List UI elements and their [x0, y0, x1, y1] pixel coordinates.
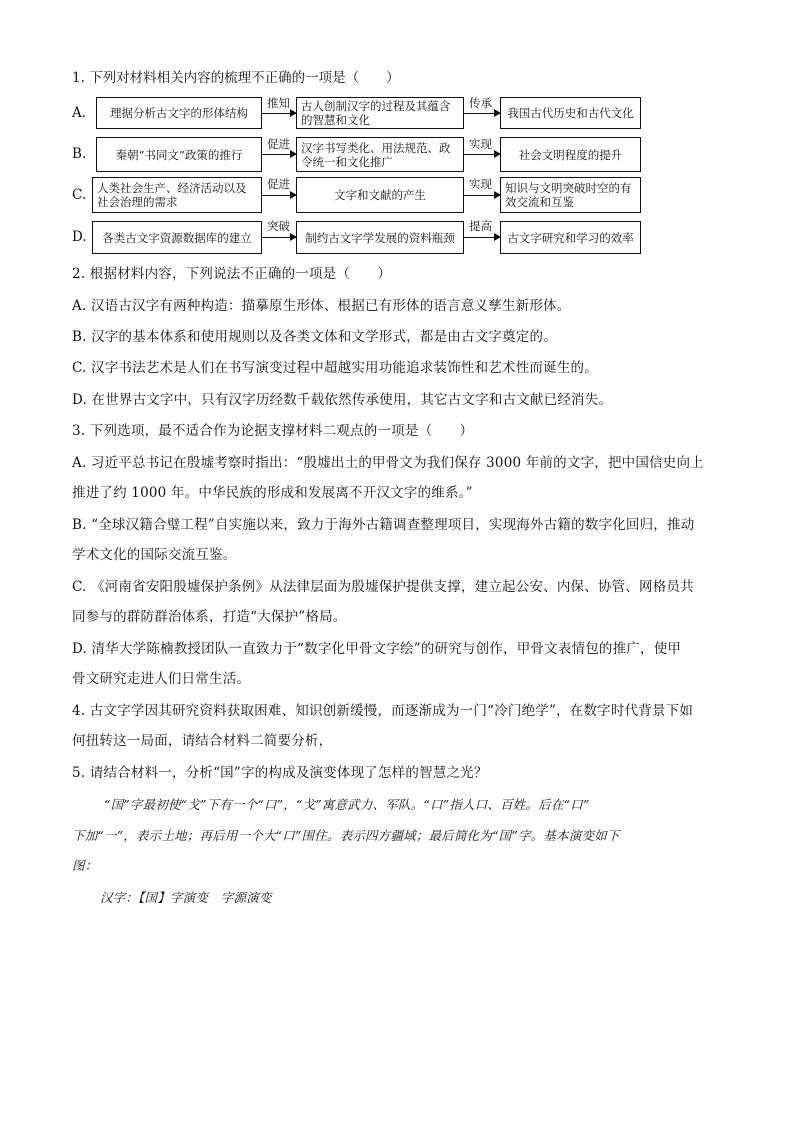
q1-a-arrow2	[464, 113, 500, 114]
q1-c-arrow2-label: 实现	[469, 177, 492, 191]
q3-option-a-line2: 推进了约 1000 年。中华民族的形成和发展离不开汉文字的维系。”	[72, 485, 473, 501]
q1-a-box1-text: 理据分析古文字的形体结构	[110, 106, 248, 120]
q1-a-box2-text: 古人创制汉字的过程及其蕴含的智慧和文化	[301, 99, 451, 127]
q3-option-c-line2: 同参与的群防群治体系，打造“大保护”格局。	[72, 609, 347, 625]
q1-b-box1-text: 秦朝“书同文”政策的推行	[115, 147, 243, 162]
q5-figure-caption: 汉字：【国】字演变 字源演变	[100, 890, 272, 905]
q1-option-a-letter: A.	[72, 105, 87, 121]
q1-b-arrow1-label: 促进	[267, 137, 290, 151]
q1-c-box2	[296, 177, 464, 213]
q1-d-box2-text: 制约古文字学发展的资料瓶颈	[305, 230, 455, 245]
q1-b-arrow2-label: 实现	[469, 137, 492, 151]
q1-b-arrow1	[262, 154, 296, 155]
q1-a-arrow2-label: 传承	[469, 96, 492, 110]
q1-d-arrow2-label: 提高	[469, 219, 492, 233]
q1-b-box3	[500, 137, 641, 172]
q1-c-box1-text: 人类社会生产、经济活动以及社会治理的需求	[97, 181, 247, 209]
q3-option-d-line2: 骨文研究走进人们日常生活。	[72, 671, 251, 687]
q1-d-arrow2	[464, 237, 500, 238]
q1-b-box1	[96, 137, 262, 172]
q2-option-c: C. 汉字书法艺术是人们在书写演变过程中超越实用功能追求装饰性和艺术性而诞生的。	[72, 360, 598, 376]
q3-option-a-line1: A. 习近平总书记在殷墟考察时指出：“殷墟出土的甲骨文为我们保存 3000 年前的文字，把中国信史向上	[72, 455, 704, 471]
q4-line2: 何扭转这一局面，请结合材料二简要分析，	[72, 733, 333, 749]
q1-option-c-letter: C.	[72, 187, 87, 203]
q2-option-d: D. 在世界古文字中，只有汉字历经数千载依然传承使用，其它古文字和古文献已经消失。	[72, 392, 613, 408]
q1-a-box3-text: 我国古代历史和古代文化	[507, 106, 634, 120]
q1-a-box3	[500, 97, 641, 129]
q1-a-arrow1	[262, 113, 296, 114]
q1-c-arrow2	[464, 195, 500, 196]
q1-stem: 1. 下列对材料相关内容的梳理不正确的一项是（ ）	[72, 70, 400, 86]
q5-passage-line2: 下加“一”，表示土地；再后用一个大“口”围住。表示四方疆域；最后简化为“国”字。基本演变如下	[72, 828, 620, 843]
q1-a-arrow1-label: 推知	[267, 96, 290, 110]
q1-c-box2-text: 文字和文献的产生	[334, 188, 426, 202]
q1-c-box1	[92, 177, 262, 213]
q3-option-d-line1: D. 清华大学陈楠教授团队一直致力于“数字化甲骨文字绘”的研究与创作，甲骨文表情包的推广，使甲	[72, 641, 682, 657]
q1-a-box2	[296, 97, 464, 129]
q3-option-c-line1: C. 《河南省安阳殷墟保护条例》从法律层面为殷墟保护提供支撑，建立起公安、内保、协管、网格员共	[72, 579, 694, 595]
q3-option-b-line2: 学术文化的国际交流互鉴。	[72, 547, 237, 563]
q3-option-b-line1: B. “全球汉籍合璧工程”自实施以来，致力于海外古籍调查整理项目，实现海外古籍的数字化回归，推动	[72, 517, 695, 533]
q5-passage-line3: 图：	[72, 858, 98, 873]
q1-d-arrow1-label: 突破	[267, 219, 290, 233]
q1-d-box2	[296, 221, 464, 254]
q5-stem: 5. 请结合材料一，分析“国”字的构成及演变体现了怎样的智慧之光？	[72, 765, 488, 781]
q1-b-box2	[296, 137, 464, 172]
q1-b-box3-text: 社会文明程度的提升	[518, 147, 623, 162]
q3-stem: 3. 下列选项，最不适合作为论据支撑材料二观点的一项是（ ）	[72, 423, 474, 439]
q1-a-box1	[96, 97, 262, 129]
q1-d-arrow1	[262, 237, 296, 238]
q1-option-b-letter: B.	[72, 146, 87, 162]
q1-d-box3	[500, 221, 641, 254]
q1-option-d-letter: D.	[72, 229, 87, 245]
q2-stem: 2. 根据材料内容，下列说法不正确的一项是（ ）	[72, 266, 392, 282]
q1-c-arrow1-label: 促进	[267, 177, 290, 191]
q1-d-box1	[92, 221, 262, 254]
q1-b-box2-text: 汉字书写类化、用法规范、政令统一和文化推广	[301, 140, 451, 169]
q1-b-arrow2	[464, 154, 500, 155]
q2-option-a: A. 汉语古汉字有两种构造：描摹原生形体、根据已有形体的语言意义孳生新形体。	[72, 298, 571, 314]
q1-d-box3-text: 古文字研究和学习的效率	[507, 230, 634, 245]
q4-line1: 4. 古文字学因其研究资料获取困难、知识创新缓慢，而逐渐成为一门“冷门绝学”，在数字时代背景下如	[72, 703, 694, 719]
q1-c-box3-text: 知识与文明突破时空的有效交流和互鉴	[505, 181, 632, 209]
q5-passage-line1: “国”字最初使“戈”下有一个“口”，“戈”寓意武力、军队。“口”指人口、百姓。后在“口”	[104, 797, 590, 812]
q1-c-arrow1	[262, 195, 296, 196]
q1-d-box1-text: 各类古文字资源数据库的建立	[102, 230, 252, 245]
q1-c-box3	[500, 177, 641, 213]
q2-option-b: B. 汉字的基本体系和使用规则以及各类文体和文学形式，都是由古文字奠定的。	[72, 329, 557, 345]
